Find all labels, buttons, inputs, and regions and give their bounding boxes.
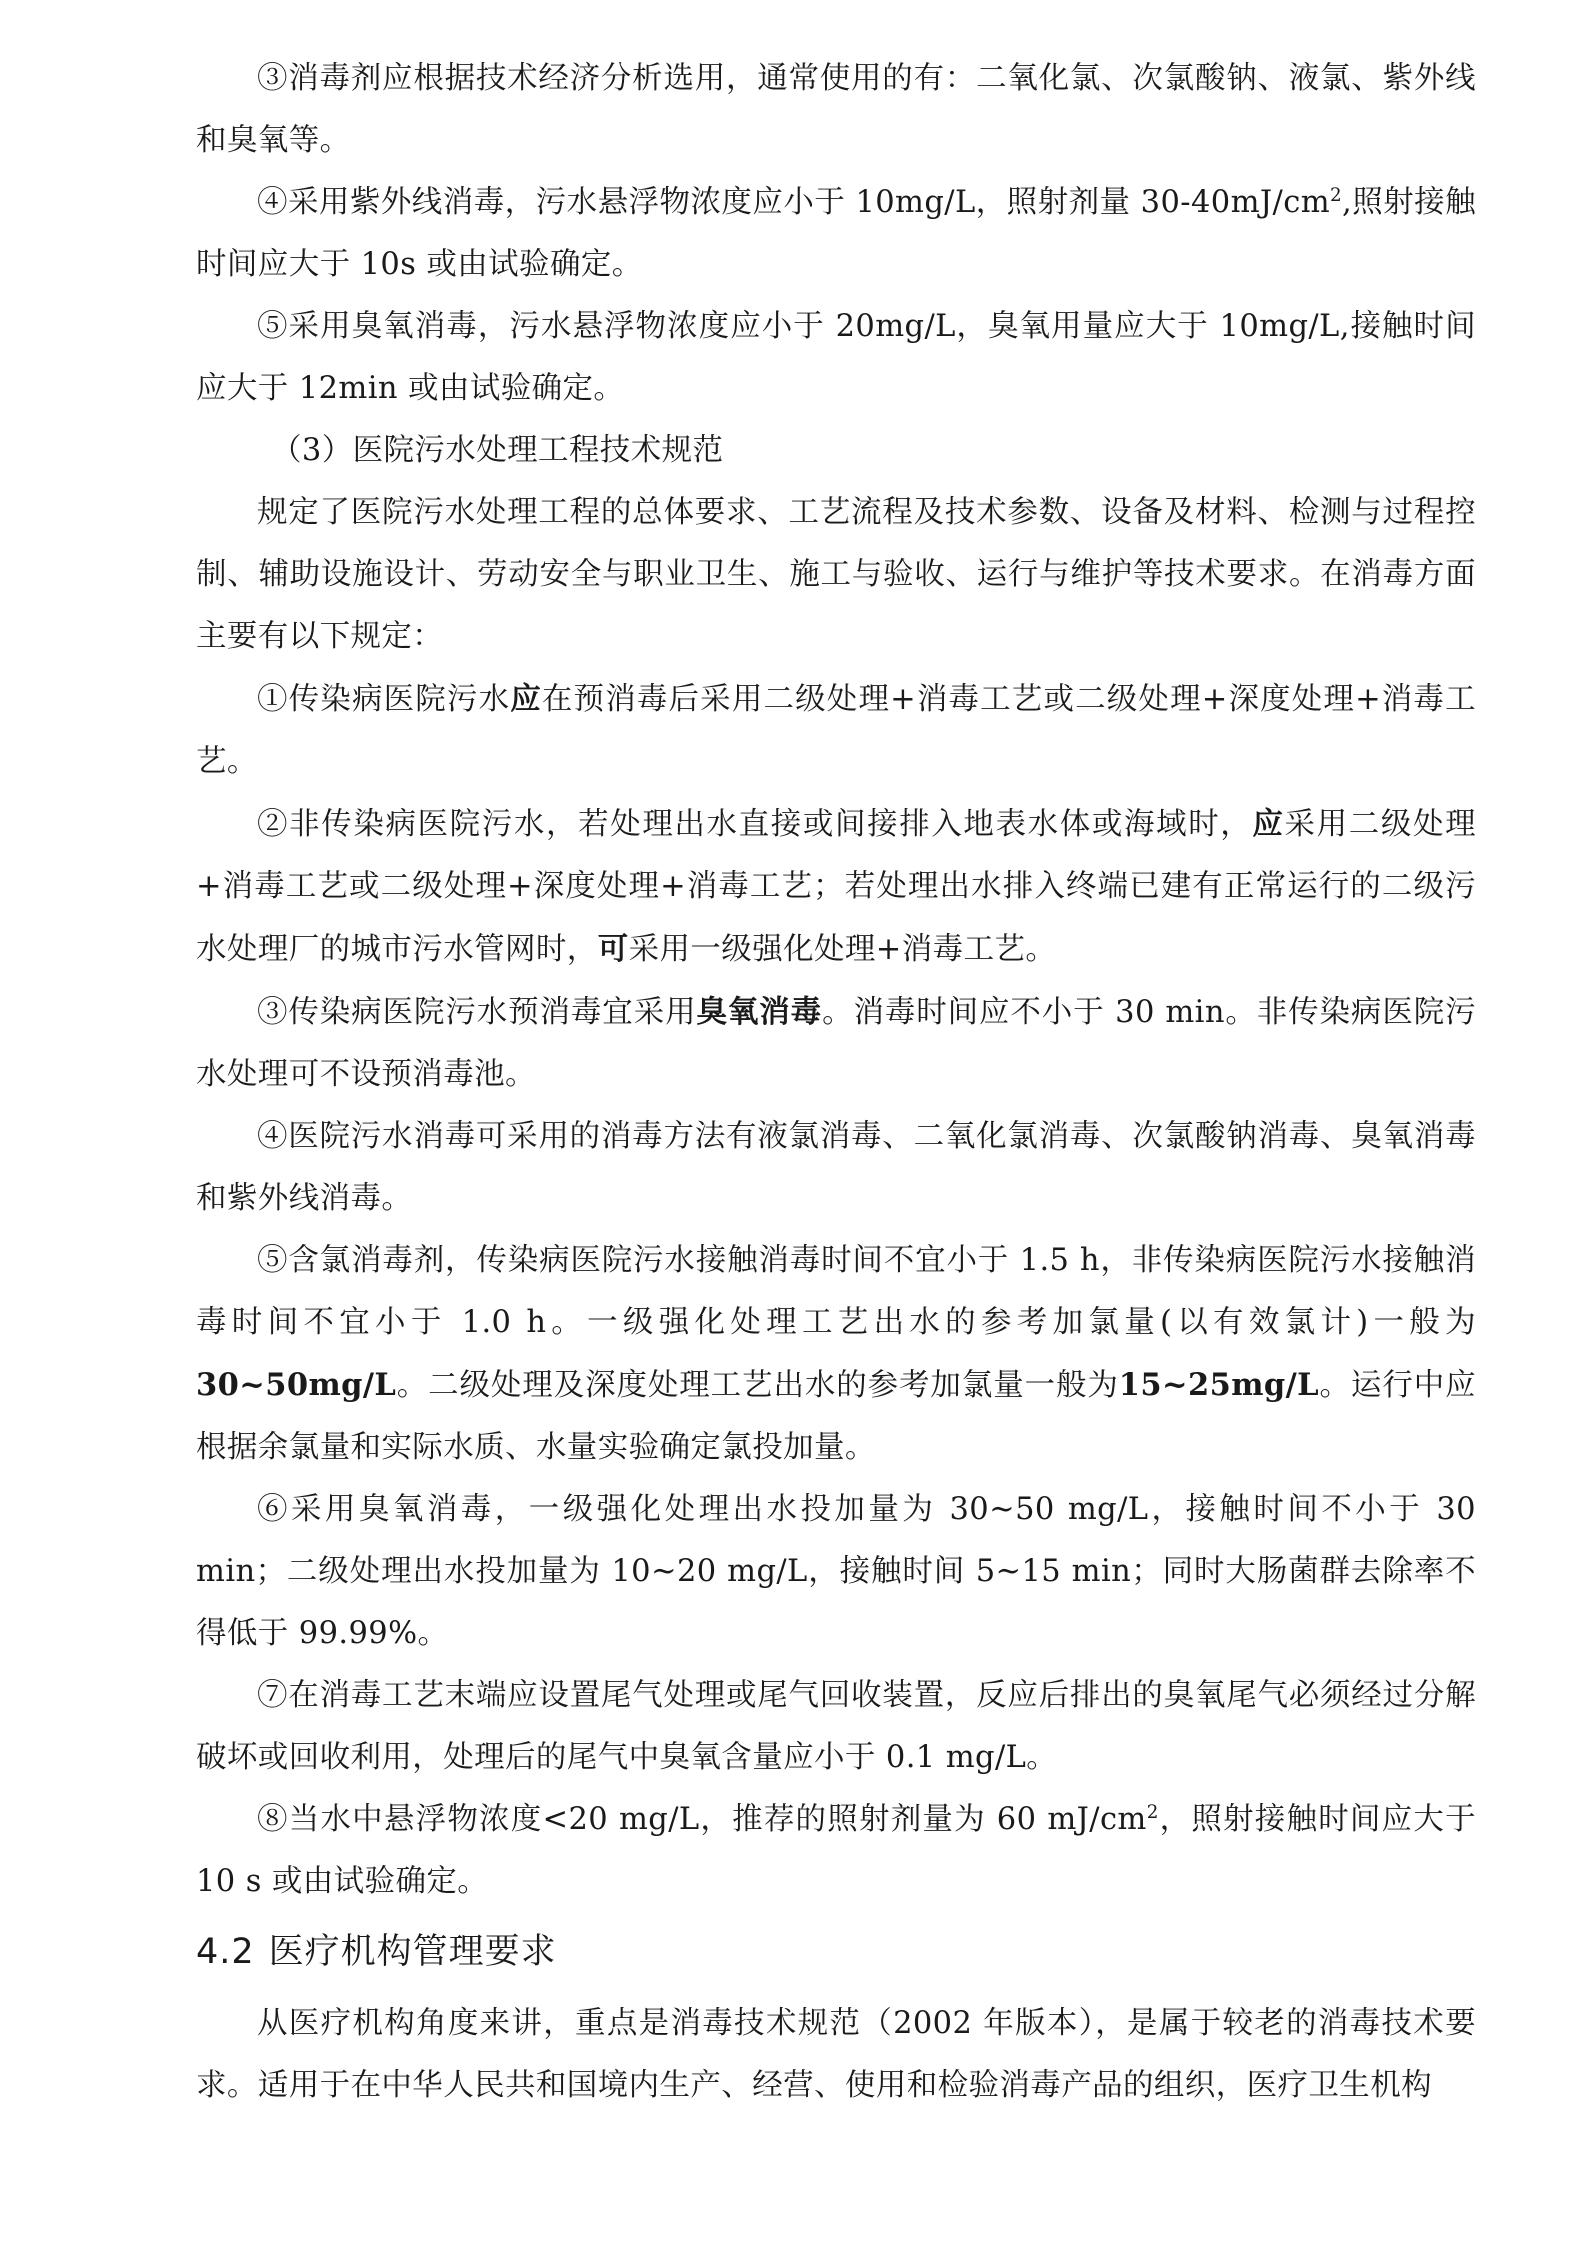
paragraph-text: ,照射接触时间应大于 10s 或由试验确定。 (196, 185, 1476, 282)
paragraph-rule-5 (196, 1230, 1476, 1479)
paragraph-spec-overview (196, 482, 1476, 668)
bold-text: 应 (510, 681, 542, 717)
paragraph-text: ①传染病医院污水 (257, 682, 511, 717)
paragraph-text: ⑤采用臭氧消毒，污水悬浮物浓度应小于 20mg/L，臭氧用量应大于 10mg/L,接触时间应大于 12min 或由试验确定。 (196, 309, 1476, 406)
paragraph-rule-8 (196, 1789, 1476, 1913)
paragraph-disinfectant-selection (196, 48, 1476, 172)
paragraph-text: ③消毒剂应根据技术经济分析选用，通常使用的有：二氧化氯、次氯酸钠、液氯、紫外线和臭氧等。 (196, 61, 1476, 158)
document-page (196, 48, 1476, 2117)
superscript: 2 (1146, 1801, 1159, 1823)
paragraph-text: 在预消毒后采用二级处理+消毒工艺或二级处理+深度处理+消毒工艺。 (196, 682, 1476, 779)
bold-text: 15~25mg/L (1118, 1367, 1320, 1403)
bold-text: 可 (597, 931, 629, 967)
paragraph-rule-7 (196, 1665, 1476, 1789)
paragraph-uv-disinfection (196, 172, 1476, 296)
paragraph-medical-institution (196, 1993, 1476, 2117)
paragraph-text: 采用一级强化处理+消毒工艺。 (628, 932, 1057, 967)
superscript: 2 (1330, 184, 1343, 206)
paragraph-text: ⑧当水中悬浮物浓度<20 mg/L，推荐的照射剂量为 60 mJ/cm (257, 1802, 1147, 1837)
paragraph-rule-2 (196, 793, 1476, 981)
paragraph-rule-4 (196, 1106, 1476, 1230)
paragraph-rule-1 (196, 668, 1476, 793)
paragraph-text: 规定了医院污水处理工程的总体要求、工艺流程及技术参数、设备及材料、检测与过程控制、辅助设施设计、劳动安全与职业卫生、施工与验收、运行与维护等技术要求。在消毒方面主要有以下规定： (196, 495, 1476, 654)
bold-text: 30~50mg/L (196, 1367, 397, 1403)
paragraph-text: 采用二级处理+消毒工艺或二级处理+深度处理+消毒工艺；若处理出水排入终端已建有正常运行的二级污水处理厂的城市污水管网时， (196, 807, 1476, 967)
paragraph-text: ⑤含氯消毒剂，传染病医院污水接触消毒时间不宜小于 1.5 h，非传染病医院污水接触消毒时间不宜小于 1.0 h。一级强化处理工艺出水的参考加氯量(以有效氯计)一般为 (196, 1243, 1476, 1340)
paragraph-rule-3 (196, 981, 1476, 1106)
subsection-title (196, 420, 1476, 482)
paragraph-text: 从医疗机构角度来讲，重点是消毒技术规范（2002 年版本），是属于较老的消毒技术要求。适用于在中华人民共和国境内生产、经营、使用和检验消毒产品的组织，医疗卫生机构 (196, 2006, 1476, 2103)
paragraph-text: 。二级处理及深度处理工艺出水的参考加氯量一般为 (396, 1368, 1119, 1403)
section-title: 医疗机构管理要求 (268, 1932, 557, 1972)
paragraph-ozone-disinfection (196, 296, 1476, 420)
paragraph-text: ④采用紫外线消毒，污水悬浮物浓度应小于 10mg/L，照射剂量 30-40mJ/cm (257, 185, 1331, 220)
paragraph-text: ⑦在消毒工艺末端应设置尾气处理或尾气回收装置，反应后排出的臭氧尾气必须经过分解破坏或回收利用，处理后的尾气中臭氧含量应小于 0.1 mg/L。 (196, 1678, 1476, 1775)
paragraph-text: 。消毒时间应不小于 30 min。非传染病医院污水处理可不设预消毒池。 (196, 995, 1477, 1092)
paragraph-text: ③传染病医院污水预消毒宜采用 (257, 995, 697, 1030)
paragraph-text: ④医院污水消毒可采用的消毒方法有液氯消毒、二氧化氯消毒、次氯酸钠消毒、臭氧消毒和紫外线消毒。 (196, 1119, 1476, 1216)
paragraph-text: 。运行中应根据余氯量和实际水质、水量实验确定氯投加量。 (196, 1368, 1477, 1465)
paragraph-text: ⑥采用臭氧消毒，一级强化处理出水投加量为 30~50 mg/L，接触时间不小于 30 min；二级处理出水投加量为 10~20 mg/L，接触时间 5~15 min；同时大肠菌群去除率不得低于 99.99%。 (196, 1492, 1476, 1651)
subsection-title-text: （3）医院污水处理工程技术规范 (271, 433, 724, 468)
paragraph-text: ，照射接触时间应大于 10 s 或由试验确定。 (196, 1802, 1476, 1899)
paragraph-rule-6 (196, 1479, 1476, 1665)
bold-text: 应 (1252, 806, 1285, 842)
section-heading (196, 1921, 1476, 1983)
bold-text: 臭氧消毒 (696, 994, 823, 1030)
section-number: 4.2 (196, 1932, 255, 1972)
paragraph-text: ②非传染病医院污水，若处理出水直接或间接排入地表水体或海域时， (257, 807, 1253, 842)
